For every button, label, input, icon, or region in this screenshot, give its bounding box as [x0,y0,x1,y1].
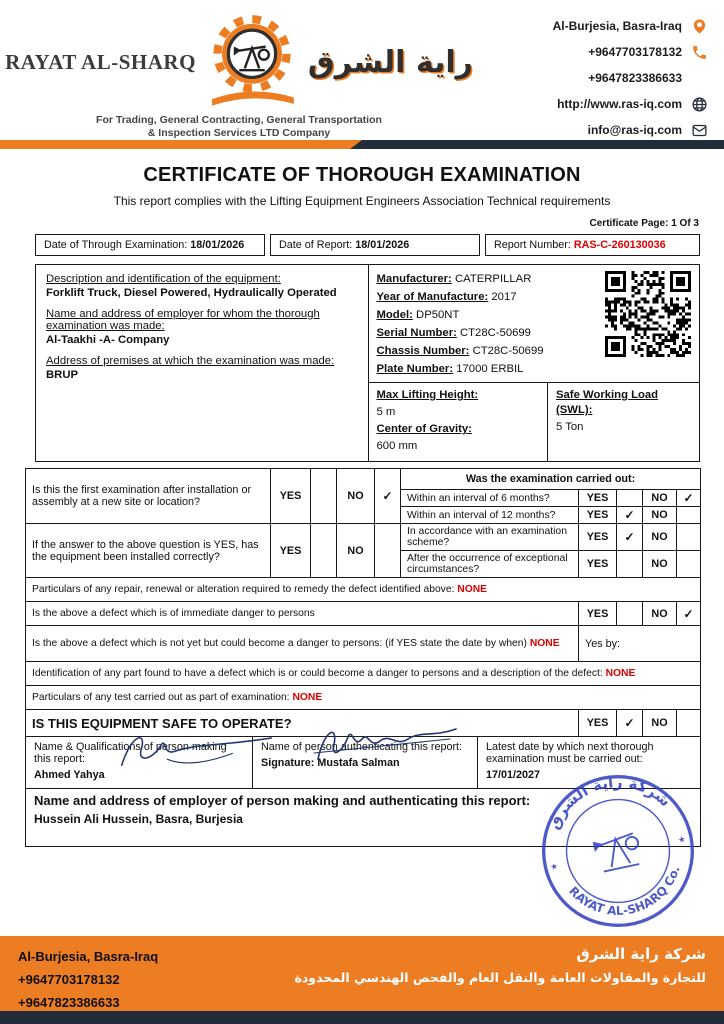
phone2-text: +9647823386633 [588,71,682,85]
defect-identification-text: Identification of any part found to have a defect which is or could become a danger to persons and a description of the defect: [32,668,603,679]
safe-to-operate-question: IS THIS EQUIPMENT SAFE TO OPERATE? [26,710,579,737]
serial-number-label: Serial Number: [376,327,457,339]
footer-phone-2: +9647823386633 [18,995,120,1010]
checkbox-exceptional-no[interactable] [677,551,701,578]
checkbox-first-exam-no[interactable]: ✓ [375,469,401,524]
footer-services-arabic: للتجارة والمقاولات العامة والنقل العام والفحص الهندسي المحدودة [294,970,706,985]
phone1-text: +9647703178132 [588,45,682,59]
plate-number-value: 17000 ERBIL [456,363,524,375]
question-examination-scheme: In accordance with an examination scheme? [401,524,579,551]
no-label: NO [643,551,677,578]
checkbox-immediate-danger-no[interactable]: ✓ [677,602,701,626]
question-installed-correctly: If the answer to the above question is YES, has the equipment been installed correctly? [26,524,271,578]
serial-number-value: CT28C-50699 [460,327,531,339]
defect-identification-value: NONE [605,668,636,679]
yes-label: YES [271,469,311,524]
employer-value: Al-Taakhi -A- Company [46,334,170,346]
yes-label: YES [579,524,617,551]
stamp-star-left: ★ [549,860,559,873]
examination-table [25,468,701,737]
stamp-arabic-text: شركة راية الشرق [544,773,675,833]
qr-code [605,271,691,357]
yes-label: YES [271,524,311,578]
header-contact-block [553,12,708,140]
center-of-gravity-value: 600 mm [376,440,418,452]
report-date-box [270,234,480,256]
contact-website[interactable] [553,94,708,114]
checkbox-immediate-danger-yes[interactable] [617,602,643,626]
test-particulars-row [26,686,701,710]
report-number-box [485,234,700,256]
exam-date-label: Date of Through Examination: [44,239,188,251]
certificate-page-number: Certificate Page: 1 Of 3 [589,218,699,229]
company-logo [5,12,473,140]
future-danger-value: NONE [529,638,560,649]
page-title: CERTIFICATE OF THOROUGH EXAMINATION [143,164,581,186]
equipment-right-column [368,265,700,461]
checkbox-12-months-yes[interactable]: ✓ [617,507,643,524]
question-exceptional-circumstances: After the occurrence of exceptional circumstances? [401,551,579,578]
carried-out-header: Was the examination carried out: [401,469,701,490]
phone-icon [691,44,708,61]
tagline-line1: For Trading, General Contracting, General Transportation [96,114,382,126]
checkbox-scheme-no[interactable] [677,524,701,551]
gear-pumpjack-logo-icon [206,12,298,112]
no-label: NO [337,469,375,524]
manufacturer-label: Manufacturer: [376,273,452,285]
address-text: Al-Burjesia, Basra-Iraq [552,19,682,33]
max-lifting-height-label: Max Lifting Height: [376,389,479,401]
footer-phone-1: +9647703178132 [18,972,120,987]
yes-label: YES [579,602,617,626]
divider-dark-segment [350,140,724,149]
chassis-number-label: Chassis Number: [376,345,470,357]
yes-label: YES [579,710,617,737]
next-examination-label: Latest date by which next thorough examination must be carried out: [486,741,654,765]
no-label: NO [643,507,677,524]
company-name-english: RAYAT AL-SHARQ [5,49,196,74]
model-value: DP50NT [416,309,460,321]
checkbox-scheme-yes[interactable]: ✓ [617,524,643,551]
checkbox-first-exam-yes[interactable] [311,469,337,524]
repair-particulars-value: NONE [457,584,488,595]
defect-identification-row [26,662,701,686]
contact-phone-1 [553,42,708,62]
website-link[interactable]: http://www.ras-iq.com [557,97,682,111]
equipment-section [35,264,700,462]
repair-particulars-text: Particulars of any repair, renewal or alteration required to remedy the defect identified above: [32,584,455,595]
yes-label: YES [579,507,617,524]
email-link[interactable]: info@ras-iq.com [587,123,682,137]
employer-label: Name and address of employer for whom the thorough examination was made: [46,308,320,332]
swl-value: 5 Ton [555,421,584,433]
svg-text:RAYAT AL-SHARQ Co. [565,862,690,929]
test-particulars-value: NONE [292,692,323,703]
footer-address: Al-Burjesia, Basra-Iraq [18,949,159,964]
report-authenticator-label: Name of person authenticating this report: [261,741,463,753]
equipment-left-column [36,265,368,461]
checkbox-12-months-no[interactable] [677,507,701,524]
equipment-description-label: Description and identification of the equipment: [46,273,281,285]
footer-contact-block [18,945,158,1011]
page-subtitle: This report complies with the Lifting Equipment Engineers Association Technical requirements [113,194,611,208]
contact-address [553,16,708,36]
yes-by-cell: Yes by: [579,626,701,662]
no-label: NO [643,490,677,507]
footer-company-name-arabic: شركة راية الشرق [576,945,706,963]
contact-email[interactable] [553,120,708,140]
repair-particulars-row [26,578,701,602]
equipment-description-value: Forklift Truck, Diesel Powered, Hydraulically Operated [46,287,337,299]
report-authenticator-signature: Signature: Mustafa Salman [261,757,400,769]
report-authenticator-cell [253,737,478,789]
checkbox-installed-yes[interactable] [311,524,337,578]
exam-date-value: 18/01/2026 [190,239,245,251]
globe-icon [691,96,708,113]
footer-bottom-bar [0,1011,724,1024]
footer-arabic-block [295,945,707,1011]
company-name-arabic: راية الشرق [307,44,473,80]
checkbox-6-months-no[interactable]: ✓ [677,490,701,507]
exam-date-box [35,234,265,256]
footer [0,936,724,1011]
checkbox-installed-no[interactable] [375,524,401,578]
next-examination-date: 17/01/2027 [486,769,541,781]
year-label: Year of Manufacture: [376,291,489,303]
header-divider-bar [0,140,724,149]
no-label: NO [643,602,677,626]
question-first-examination: Is this the first examination after installation or assembly at a new site or location? [26,469,271,524]
swl-label: Safe Working Load (SWL): [555,389,659,416]
svg-text:شركة راية الشرق [537,770,677,835]
premises-value: BRUP [46,369,79,381]
no-label: NO [337,524,375,578]
location-pin-icon [691,18,708,35]
stamp-english-text: RAYAT AL-SHARQ Co. [566,864,683,918]
report-date-value: 18/01/2026 [355,239,410,251]
immediate-danger-question: Is the above a defect which is of immediate danger to persons [26,602,579,626]
report-date-label: Date of Report: [279,239,353,251]
model-label: Model: [376,309,413,321]
header [0,0,724,140]
max-lifting-height-value: 5 m [376,406,396,418]
chassis-number-value: CT28C-50699 [472,345,544,357]
plate-number-label: Plate Number: [376,363,454,375]
report-maker-label: Name & Qualifications of person making this report: [34,741,227,765]
checkbox-exceptional-yes[interactable] [617,551,643,578]
yes-label: YES [579,490,617,507]
employer-of-signers-value: Hussein Ali Hussein, Basra, Burjesia [34,812,243,826]
report-number-label: Report Number: [494,239,571,251]
future-danger-text: Is the above a defect which is not yet but could become a danger to persons: (if YES state the date by when) [32,638,527,649]
company-tagline [24,114,454,140]
tagline-line2: & Inspection Services LTD Company [147,127,331,139]
no-label: NO [643,524,677,551]
question-interval-12-months: Within an interval of 12 months? [401,507,579,524]
contact-phone-2 [553,68,708,88]
checkbox-6-months-yes[interactable] [617,490,643,507]
center-of-gravity-label: Center of Gravity: [376,423,472,435]
question-interval-6-months: Within an interval of 6 months? [401,490,579,507]
year-value: 2017 [491,291,517,303]
report-maker-name: Ahmed Yahya [34,769,105,781]
checkbox-safe-no[interactable] [677,710,701,737]
manufacturer-value: CATERPILLAR [454,273,532,285]
checkbox-safe-yes[interactable]: ✓ [617,710,643,737]
company-round-stamp [534,770,702,932]
yes-label: YES [579,551,617,578]
future-danger-question [26,626,579,662]
employer-of-signers-label: Name and address of employer of person making and authenticating this report: [34,793,531,808]
stamp-star-right: ★ [676,833,687,845]
report-number-value: RAS-C-260130036 [573,239,666,251]
test-particulars-text: Particulars of any test carried out as part of examination: [32,692,290,703]
premises-label: Address of premises at which the examination was made: [46,355,335,367]
envelope-icon [691,122,708,139]
no-label: NO [643,710,677,737]
report-maker-cell [26,737,253,789]
dates-row [35,234,700,256]
